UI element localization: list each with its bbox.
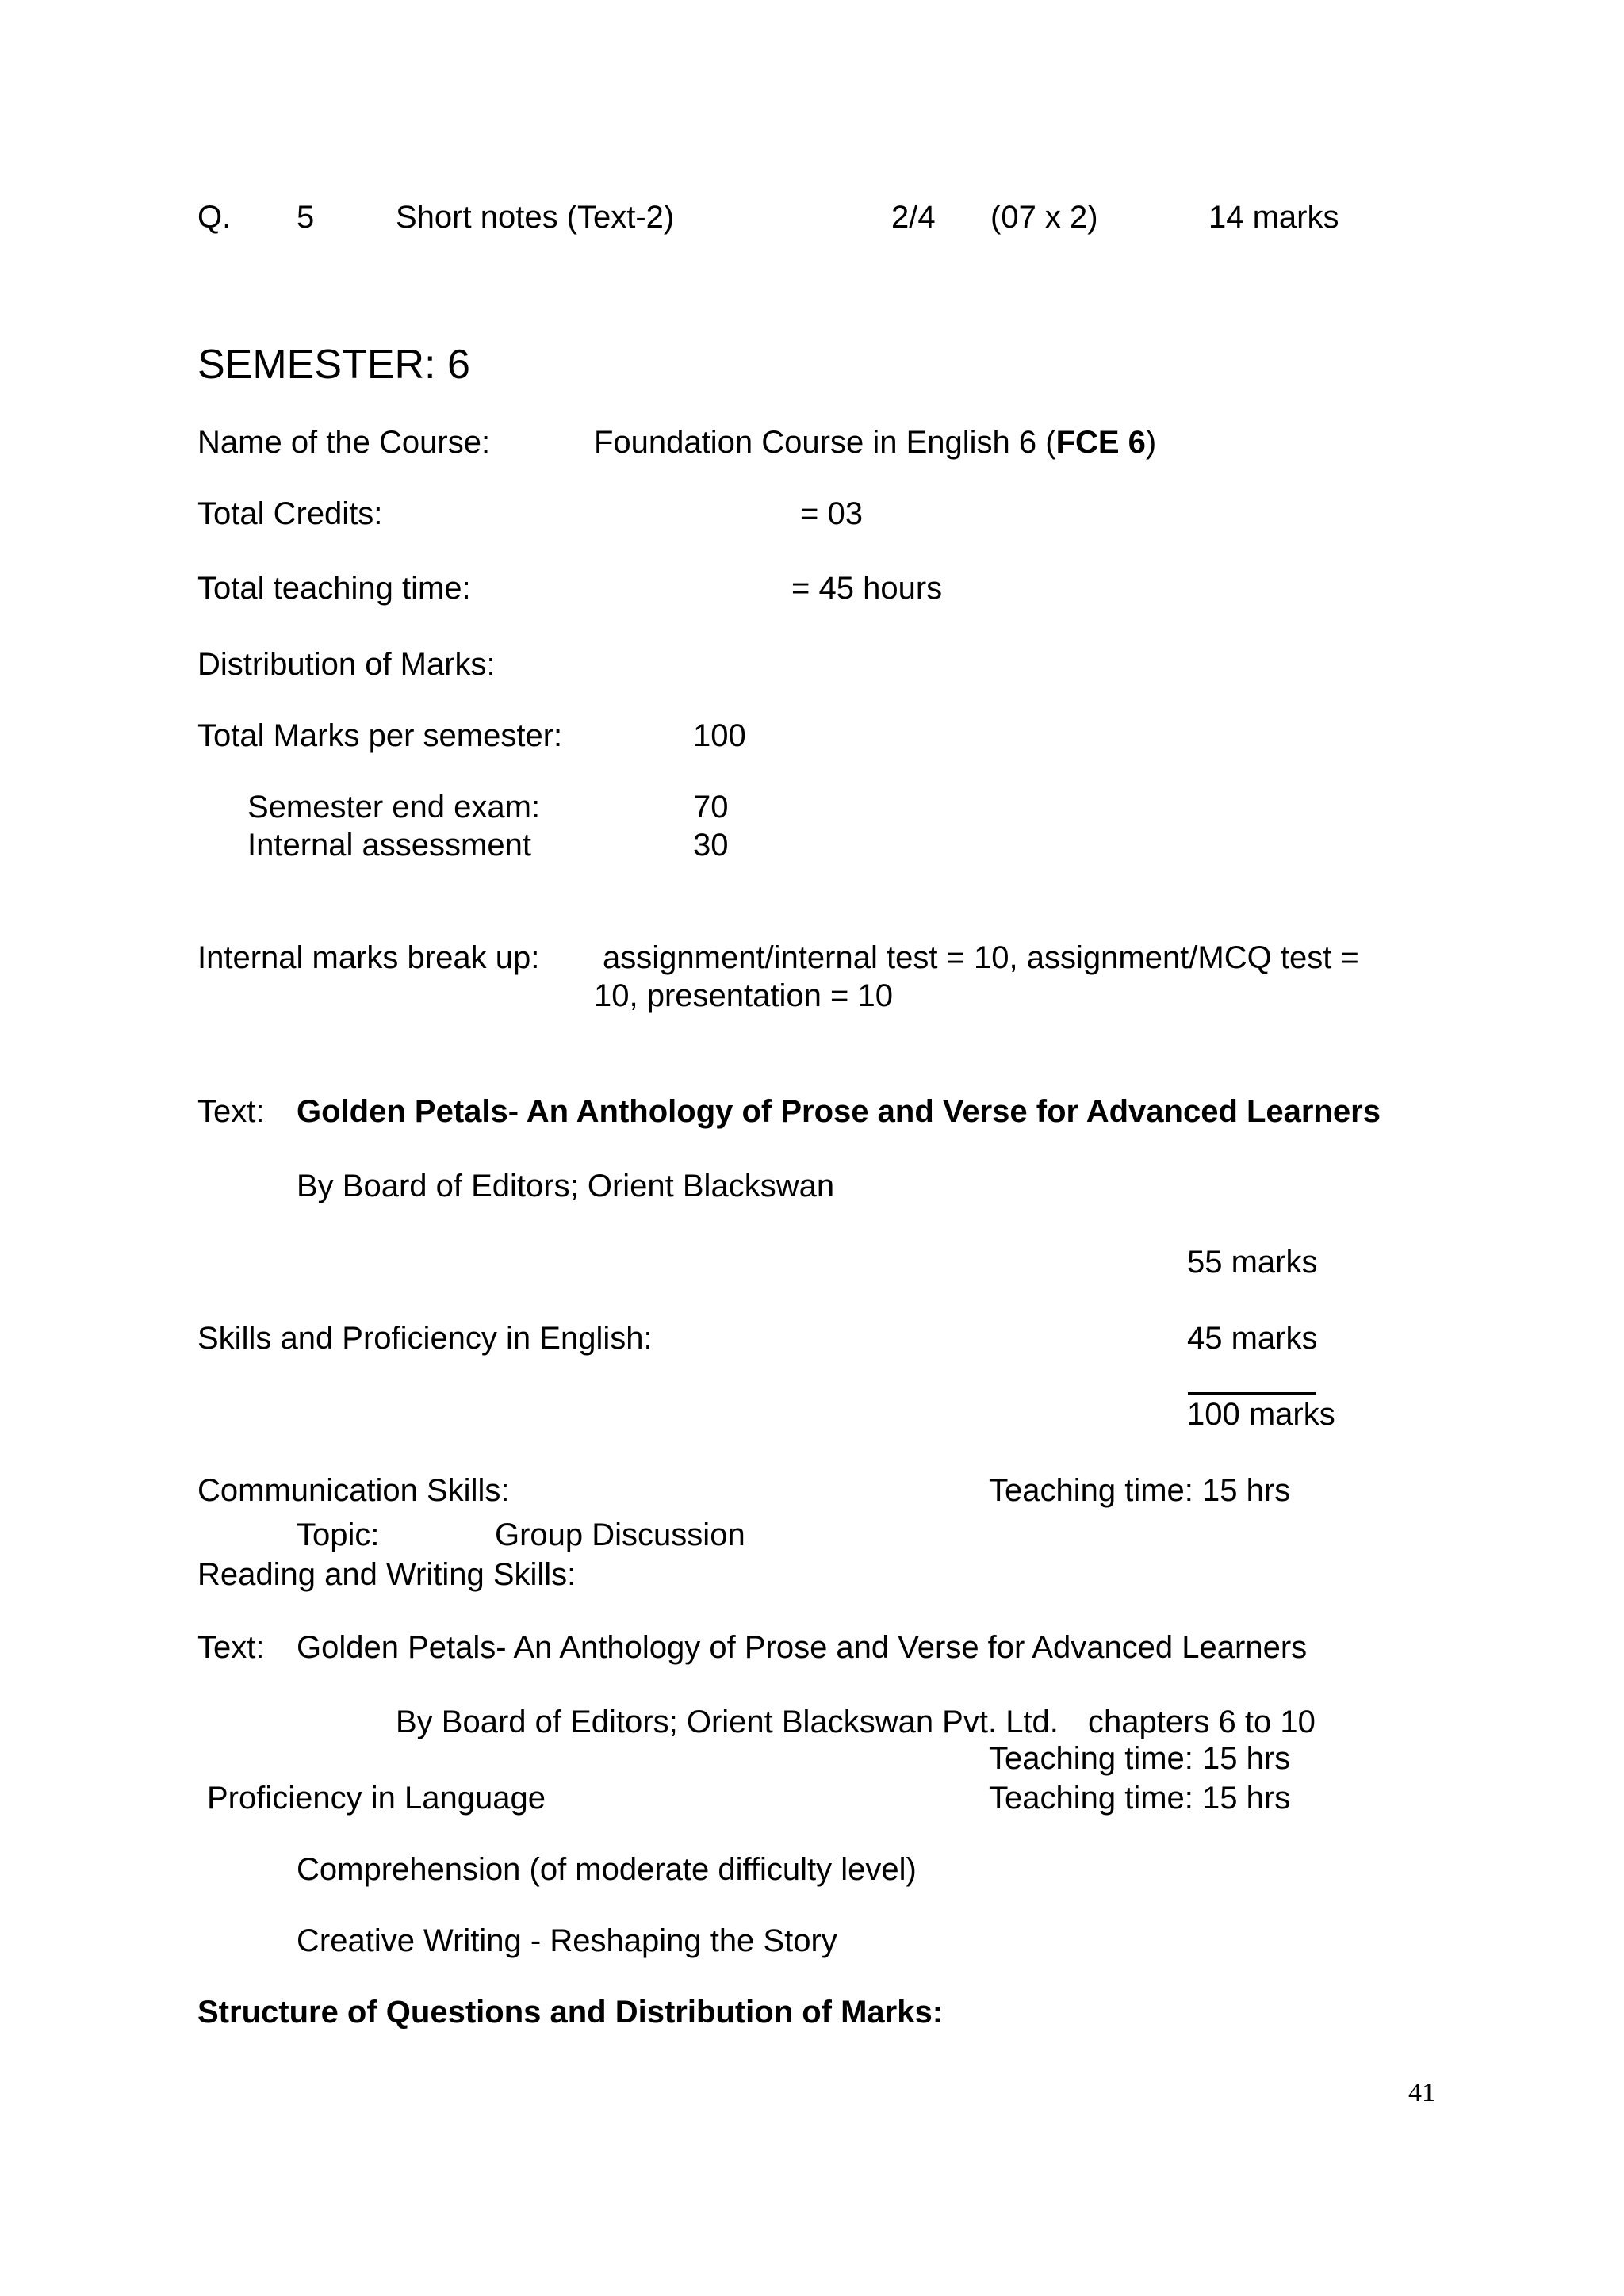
breakup-line-1: assignment/internal test = 10, assignment/MCQ test = — [603, 940, 1359, 975]
proficiency-teaching-time: Teaching time: 15 hrs — [989, 1781, 1291, 1816]
proficiency-item-comprehension: Comprehension (of moderate difficulty level) — [297, 1852, 917, 1887]
page-number: 41 — [1408, 2078, 1435, 2107]
internal-value: 30 — [693, 828, 729, 863]
semester-heading: SEMESTER: 6 — [197, 342, 470, 388]
question-calc: (07 x 2) — [990, 200, 1098, 235]
exam-label: Semester end exam: — [247, 790, 541, 825]
total-marks-label: Total Marks per semester: — [197, 718, 563, 753]
credits-label: Total Credits: — [197, 496, 383, 531]
communication-label: Communication Skills: — [197, 1473, 510, 1508]
text-byline: By Board of Editors; Orient Blackswan — [297, 1169, 835, 1203]
total-underline — [1188, 1392, 1316, 1395]
teaching-time-value: = 45 hours — [791, 571, 943, 606]
question-marks: 14 marks — [1208, 200, 1339, 235]
marks-skills: 45 marks — [1187, 1321, 1318, 1356]
marks-total: 100 marks — [1187, 1397, 1335, 1432]
communication-teaching-time: Teaching time: 15 hrs — [989, 1473, 1291, 1508]
structure-heading: Structure of Questions and Distribution of Marks: — [197, 1995, 944, 2030]
exam-value: 70 — [693, 790, 729, 825]
breakup-line-2: 10, presentation = 10 — [594, 978, 893, 1013]
total-marks-value: 100 — [693, 718, 746, 753]
reading-text-title: Golden Petals- An Anthology of Prose and Verse for Advanced Learners — [297, 1630, 1308, 1665]
credits-value: = 03 — [800, 496, 863, 531]
marks-text: 55 marks — [1187, 1245, 1318, 1280]
question-number: 5 — [297, 200, 315, 235]
breakup-label: Internal marks break up: — [197, 940, 540, 975]
question-prefix: Q. — [197, 200, 232, 235]
skills-label: Skills and Proficiency in English: — [197, 1321, 653, 1356]
course-label: Name of the Course: — [197, 425, 491, 460]
distribution-label: Distribution of Marks: — [197, 647, 496, 682]
text-title: Golden Petals- An Anthology of Prose and Verse for Advanced Learners — [297, 1094, 1381, 1129]
topic-value: Group Discussion — [495, 1517, 745, 1552]
reading-teaching-time: Teaching time: 15 hrs — [989, 1741, 1291, 1776]
proficiency-item-creative-writing: Creative Writing - Reshaping the Story — [297, 1923, 837, 1958]
reading-label: Reading and Writing Skills: — [197, 1557, 576, 1592]
teaching-time-label: Total teaching time: — [197, 571, 471, 606]
reading-byline: By Board of Editors; Orient Blackswan Pvt. Ltd. — [396, 1705, 1059, 1739]
internal-label: Internal assessment — [247, 828, 531, 863]
topic-label: Topic: — [297, 1517, 380, 1552]
proficiency-label: Proficiency in Language — [207, 1781, 546, 1816]
reading-chapters: chapters 6 to 10 — [1088, 1705, 1316, 1739]
question-label: Short notes (Text-2) — [396, 200, 675, 235]
course-name: Foundation Course in English 6 (FCE 6) — [594, 425, 1157, 460]
question-choice: 2/4 — [891, 200, 936, 235]
course-code: FCE 6 — [1055, 425, 1146, 460]
text-label: Text: — [197, 1094, 265, 1129]
reading-text-label: Text: — [197, 1630, 265, 1665]
